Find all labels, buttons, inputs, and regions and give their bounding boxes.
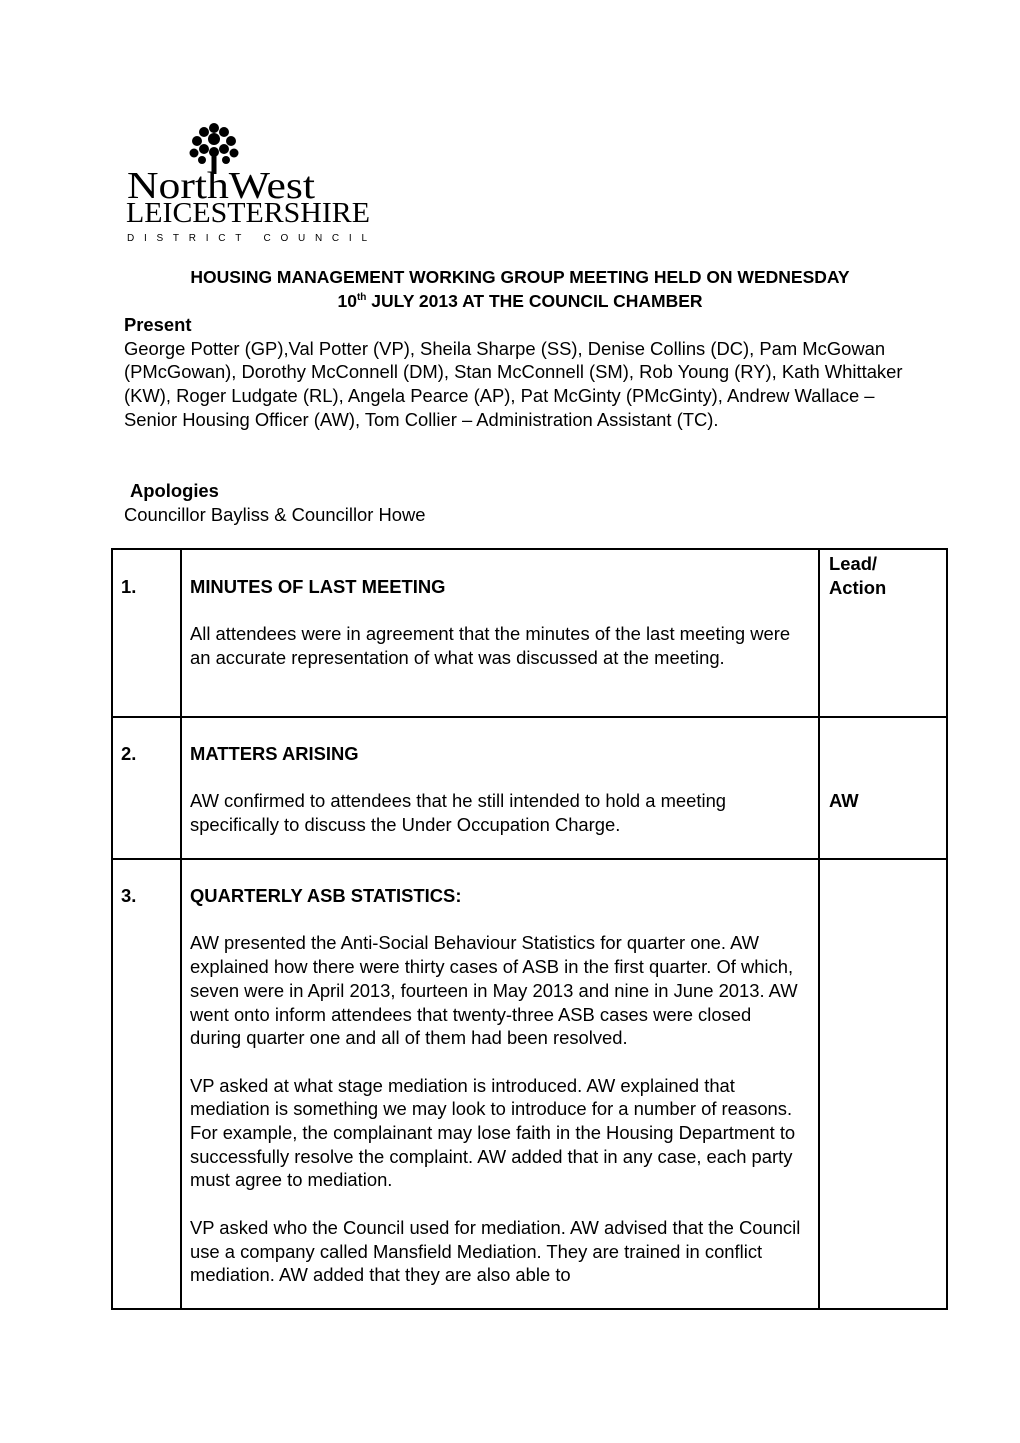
logo-graphic — [124, 122, 374, 244]
lead-action-cell — [819, 549, 947, 717]
present-attendees: George Potter (GP),Val Potter (VP), Sheila Sharpe (SS), Denise Collins (DC), Pam McGowan (PMcGowan), Dorothy McConnell (DM), Stan McConnell (SM), Rob Young (RY), Kath Whittaker (KW), Roger Ludgate (RL), Angela Pearce (AP), Pat McGinty (PMcGinty), Andrew Wallace – Senior Housing Officer (AW), Tom Collier – Administration Assistant (TC). — [124, 337, 903, 430]
item-body-cell — [181, 717, 819, 859]
item-title: MATTERS ARISING — [190, 743, 359, 764]
table-row — [112, 717, 947, 859]
item-number-cell — [112, 717, 181, 859]
council-logo — [124, 122, 374, 244]
present-heading: Present — [124, 314, 192, 335]
lead-action-value: AW — [829, 790, 859, 811]
title-day-suffix: th — [356, 292, 367, 303]
meeting-title — [110, 265, 930, 313]
logo-line-district-council: DISTRICT COUNCIL — [127, 233, 367, 244]
item-number: 1. — [121, 576, 137, 597]
apologies-section — [124, 479, 914, 526]
apologies-heading: Apologies — [130, 480, 219, 501]
lead-action-cell — [819, 717, 947, 859]
minutes-table — [111, 548, 948, 1310]
lead-header-line-1: Lead/ — [829, 553, 878, 574]
lead-action-cell — [819, 859, 947, 1309]
item-body-cell — [181, 549, 819, 717]
item-paragraph: All attendees were in agreement that the minutes of the last meeting were an accurate representation of what was discussed at the meeting. — [190, 623, 791, 669]
item-number: 3. — [121, 885, 137, 906]
table-row — [112, 549, 947, 717]
title-line-2 — [110, 289, 930, 313]
item-body-cell — [181, 859, 819, 1309]
title-day: 10 — [337, 291, 357, 311]
title-line-1: HOUSING MANAGEMENT WORKING GROUP MEETING HELD ON WEDNESDAY — [190, 267, 850, 287]
logo-line-northwest: NorthWest — [127, 165, 316, 207]
item-paragraph: VP asked at what stage mediation is introduced. AW explained that mediation is something we may look to introduce for a number of reasons. For example, the complainant may lose faith in the Housing Department to successfully resolve the complaint. AW added that in any case, each party must agree to mediation. — [190, 1074, 796, 1191]
item-number-cell — [112, 549, 181, 717]
table-row — [112, 859, 947, 1309]
title-date-rest: JULY 2013 AT THE COUNCIL CHAMBER — [366, 291, 703, 311]
item-number: 2. — [121, 743, 137, 764]
apologies-text: Councillor Bayliss & Councillor Howe — [124, 503, 426, 525]
item-number-cell — [112, 859, 181, 1309]
item-paragraph: AW confirmed to attendees that he still intended to hold a meeting specifically to discuss the Under Occupation Charge. — [190, 790, 727, 836]
lead-header-line-2: Action — [829, 576, 887, 598]
present-section — [124, 313, 914, 432]
item-title: QUARTERLY ASB STATISTICS: — [190, 885, 462, 906]
item-paragraph: AW presented the Anti-Social Behaviour Statistics for quarter one. AW explained how there were thirty cases of ASB in the first quarter. Of which, seven were in April 2013, fourteen in May 2013 and nine in June 2013. AW went onto inform attendees that twenty-three ASB cases were closed during quarter one and all of them had been resolved. — [190, 932, 798, 1049]
item-paragraph: VP asked who the Council used for mediation. AW advised that the Council use a company called Mansfield Mediation. They are trained in conflict mediation. AW added that they are also able to — [190, 1216, 801, 1286]
item-title: MINUTES OF LAST MEETING — [190, 576, 446, 597]
logo-line-leicestershire: LEICESTERSHIRE — [126, 198, 370, 229]
